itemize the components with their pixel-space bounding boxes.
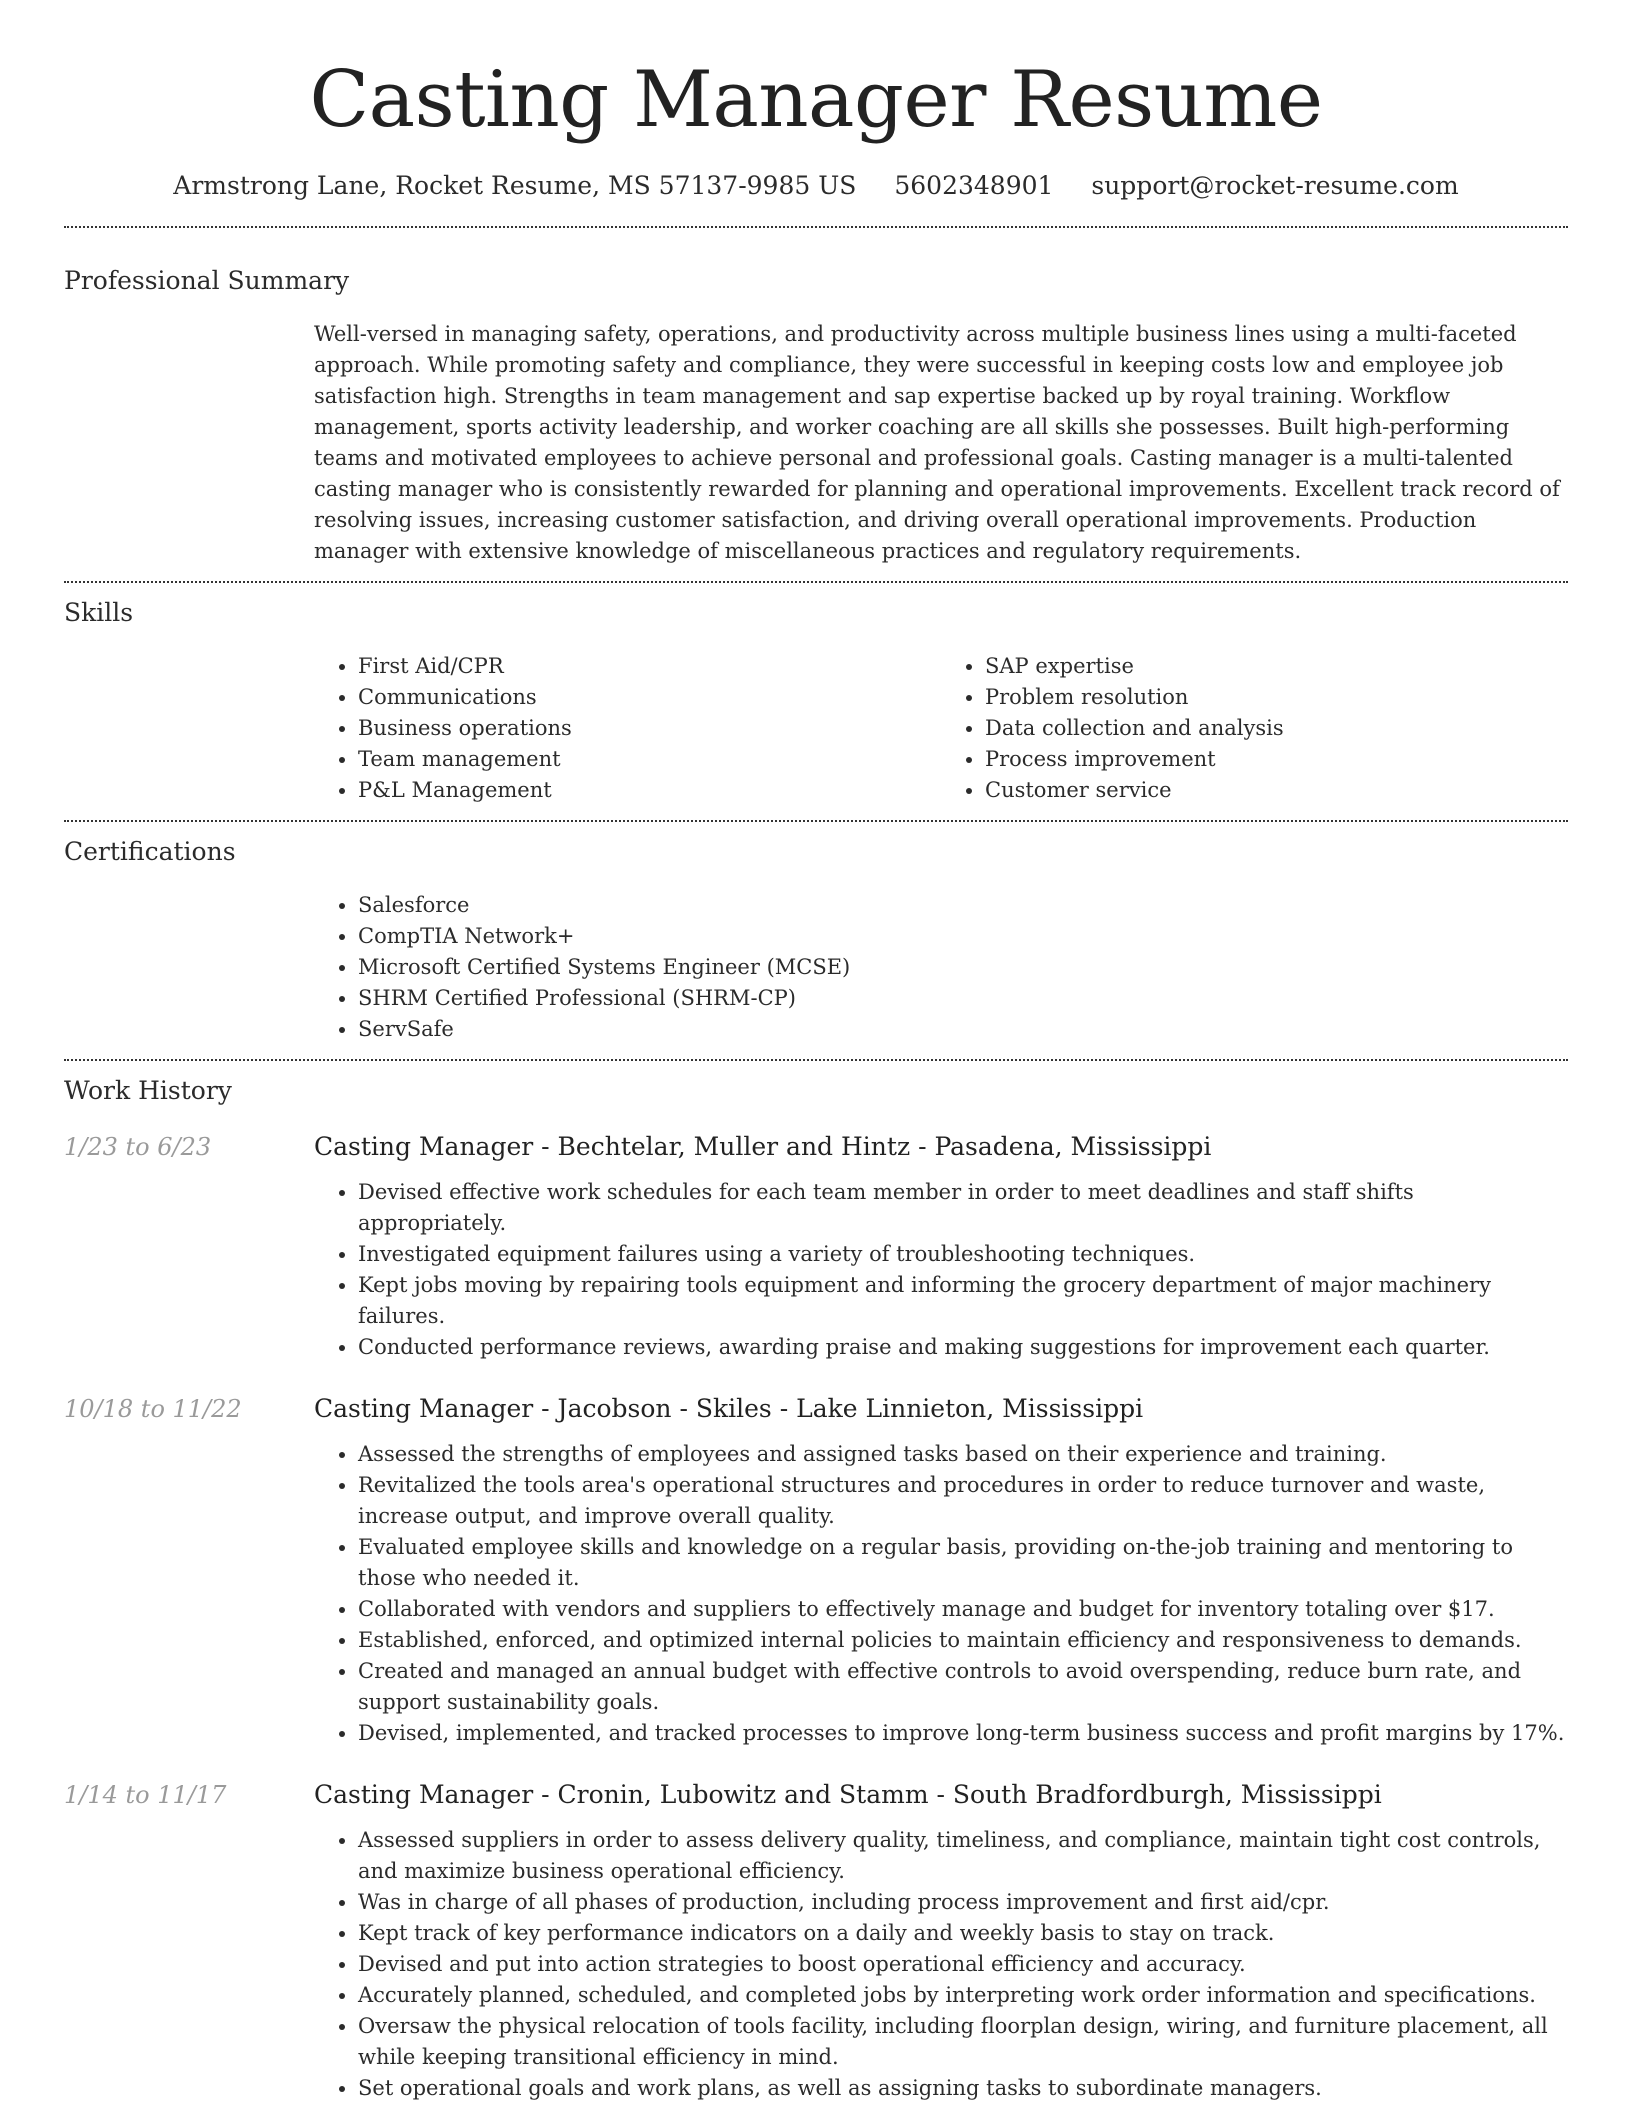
job-entry [64, 1393, 1568, 1749]
list-item: • SAP expertise [985, 651, 1568, 682]
certifications-body [314, 890, 1568, 1045]
list-item: • Salesforce [358, 890, 1568, 921]
list-item: • Kept track of key performance indicators on a daily and weekly basis to stay on track. [358, 1918, 1568, 1949]
list-item: • Conducted performance reviews, awarding praise and making suggestions for improvement each quarter. [358, 1332, 1568, 1363]
summary-text: Well-versed in managing safety, operations, and productivity across multiple business lines using a multi-faceted approach. While promoting safety and compliance, they were successful in keeping costs low and employee job satisfaction high. Strengths in team management and sap expertise backed up by royal training. Workflow management, sports activity leadership, and worker coaching are all skills she possesses. Built high-performing teams and motivated employees to achieve personal and professional goals. Casting manager is a multi-talented casting manager who is consistently rewarded for planning and operational improvements. Excellent track record of resolving issues, increasing customer satisfaction, and driving overall operational improvements. Production manager with extensive knowledge of miscellaneous practices and regulatory requirements. [314, 322, 1560, 563]
list-item: • Kept jobs moving by repairing tools equipment and informing the grocery department of major machinery failures. [358, 1270, 1568, 1332]
job-details [314, 1779, 1568, 2104]
list-item: • Team management [358, 744, 941, 775]
list-item: • Problem resolution [985, 682, 1568, 713]
list-item: • First Aid/CPR [358, 651, 941, 682]
list-item: • Created and managed an annual budget with effective controls to avoid overspending, reduce burn rate, and support sustainability goals. [358, 1656, 1568, 1718]
list-item: • Microsoft Certified Systems Engineer (MCSE) [358, 952, 1568, 983]
list-item: • Established, enforced, and optimized internal policies to maintain efficiency and responsiveness to demands. [358, 1625, 1568, 1656]
resume-header [64, 0, 1568, 202]
job-bullets [314, 1439, 1568, 1749]
job-dates: 1/14 to 11/17 [64, 1781, 227, 1809]
list-item: • ServSafe [358, 1014, 1568, 1045]
job-bullets [314, 1177, 1568, 1363]
certifications-list [314, 890, 1568, 1045]
work-history-heading: Work History [64, 1076, 232, 1105]
skills-heading: Skills [64, 598, 134, 627]
summary-body [314, 319, 1568, 567]
list-item: • Customer service [985, 775, 1568, 806]
list-item: • Collaborated with vendors and suppliers to effectively manage and budget for inventory totaling over $17. [358, 1594, 1568, 1625]
skills-list-right [941, 651, 1568, 806]
job-details [314, 1131, 1568, 1363]
list-item: • Oversaw the physical relocation of tools facility, including floorplan design, wiring, and furniture placement, all while keeping transitional efficiency in mind. [358, 2011, 1568, 2073]
summary-section [64, 228, 1568, 581]
list-item: • CompTIA Network+ [358, 921, 1568, 952]
summary-heading: Professional Summary [64, 266, 350, 295]
job-bullets [314, 1825, 1568, 2104]
list-item: • Revitalized the tools area's operational structures and procedures in order to reduce turnover and waste, increase output, and improve overall quality. [358, 1470, 1568, 1532]
contact-phone: 5602348901 [894, 171, 1054, 200]
list-item: • Process improvement [985, 744, 1568, 775]
list-item: • Devised and put into action strategies to boost operational efficiency and accuracy. [358, 1949, 1568, 1980]
list-item: • Evaluated employee skills and knowledge on a regular basis, providing on-the-job training and mentoring to those who needed it. [358, 1532, 1568, 1594]
job-title: Casting Manager - Cronin, Lubowitz and Stamm - South Bradfordburgh, Mississippi [314, 1780, 1382, 1809]
certifications-heading: Certifications [64, 837, 236, 866]
work-history-section [64, 1061, 1568, 2104]
list-item: • Investigated equipment failures using a variety of troubleshooting techniques. [358, 1239, 1568, 1270]
list-item: • P&L Management [358, 775, 941, 806]
list-item: • SHRM Certified Professional (SHRM-CP) [358, 983, 1568, 1014]
contact-email: support@rocket-resume.com [1091, 171, 1459, 200]
list-item: • Assessed suppliers in order to assess delivery quality, timeliness, and compliance, maintain tight cost controls, and maximize business operational efficiency. [358, 1825, 1568, 1887]
skills-body [314, 651, 1568, 806]
job-dates: 10/18 to 11/22 [64, 1395, 242, 1423]
contact-line [64, 170, 1568, 202]
list-item: • Devised, implemented, and tracked processes to improve long-term business success and profit margins by 17%. [358, 1718, 1568, 1749]
list-item: • Communications [358, 682, 941, 713]
job-title: Casting Manager - Jacobson - Skiles - Lake Linnieton, Mississippi [314, 1394, 1144, 1423]
list-item: • Was in charge of all phases of production, including process improvement and first aid/cpr. [358, 1887, 1568, 1918]
resume-title: Casting Manager Resume [309, 55, 1323, 145]
job-entry [64, 1131, 1568, 1363]
skills-section [64, 583, 1568, 820]
job-entry [64, 1779, 1568, 2104]
list-item: • Devised effective work schedules for each team member in order to meet deadlines and staff shifts appropriately. [358, 1177, 1568, 1239]
list-item: • Data collection and analysis [985, 713, 1568, 744]
contact-address: Armstrong Lane, Rocket Resume, MS 57137-9985 US [173, 171, 857, 200]
job-title: Casting Manager - Bechtelar, Muller and Hintz - Pasadena, Mississippi [314, 1132, 1212, 1161]
list-item: • Accurately planned, scheduled, and completed jobs by interpreting work order information and specifications. [358, 1980, 1568, 2011]
list-item: • Set operational goals and work plans, as well as assigning tasks to subordinate managers. [358, 2073, 1568, 2104]
skills-list-left [314, 651, 941, 806]
list-item: • Assessed the strengths of employees and assigned tasks based on their experience and training. [358, 1439, 1568, 1470]
job-details [314, 1393, 1568, 1749]
certifications-section [64, 822, 1568, 1059]
job-dates: 1/23 to 6/23 [64, 1133, 212, 1161]
list-item: • Business operations [358, 713, 941, 744]
